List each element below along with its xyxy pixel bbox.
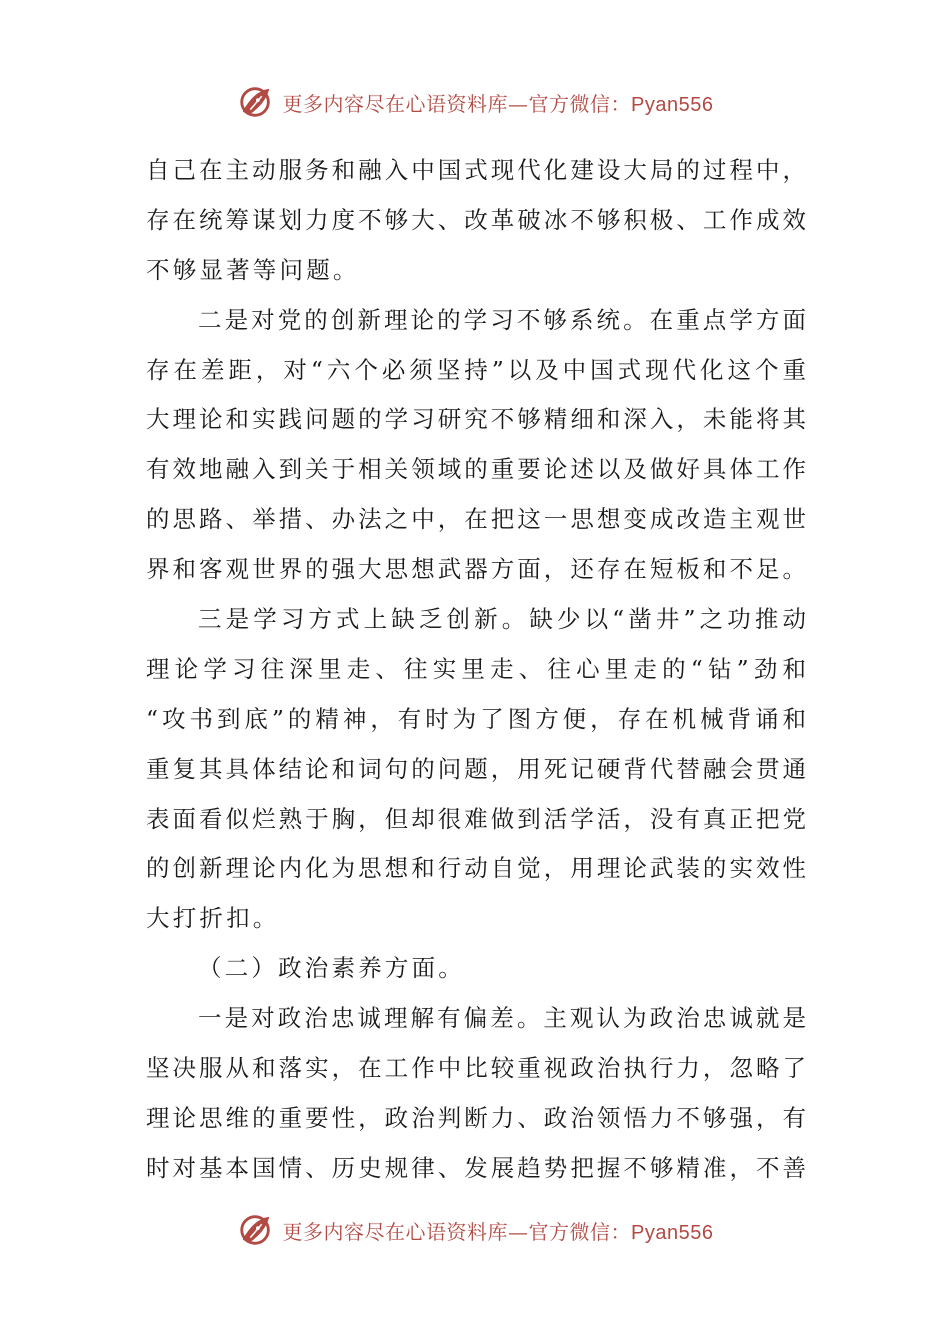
text-line: 三是学习方式上缺乏创新。缺少以“凿井”之功推动 bbox=[198, 605, 806, 634]
text-line: 二是对党的创新理论的学习不够系统。在重点学方面 bbox=[198, 305, 806, 334]
text-line: “攻书到底”的精神，有时为了图方便，存在机械背诵和 bbox=[146, 704, 806, 733]
text-line: 坚决服从和落实，在工作中比较重视政治执行力，忽略了 bbox=[146, 1054, 806, 1083]
watermark-footer bbox=[0, 1210, 950, 1250]
text-line: 存在统筹谋划力度不够大、改革破冰不够积极、工作成效 bbox=[146, 205, 806, 234]
text-line: 理论思维的重要性，政治判断力、政治领悟力不够强，有 bbox=[146, 1103, 806, 1132]
text-line: （二）政治素养方面。 bbox=[198, 954, 465, 983]
pen-nib-logo-icon bbox=[237, 83, 275, 121]
document-body bbox=[146, 146, 806, 1194]
text-line: 有效地融入到关于相关领域的重要论述以及做好具体工作 bbox=[146, 455, 806, 484]
text-line: 表面看似烂熟于胸，但却很难做到活学活，没有真正把党 bbox=[146, 804, 806, 833]
text-line: 大理论和实践问题的学习研究不够精细和深入，未能将其 bbox=[146, 405, 806, 434]
text-line: 时对基本国情、历史规律、发展趋势把握不够精准，不善 bbox=[146, 1153, 806, 1182]
text-line: 的思路、举措、办法之中，在把这一思想变成改造主观世 bbox=[146, 505, 806, 534]
watermark-text: 更多内容尽在心语资料库—官方微信：Pyan556 bbox=[282, 91, 714, 116]
text-line: 一是对政治忠诚理解有偏差。主观认为政治忠诚就是 bbox=[198, 1004, 806, 1033]
text-line: 界和客观世界的强大思想武器方面，还存在短板和不足。 bbox=[146, 555, 806, 584]
watermark-text: 更多内容尽在心语资料库—官方微信：Pyan556 bbox=[282, 1219, 714, 1244]
text-line: 理论学习往深里走、往实里走、往心里走的“钻”劲和 bbox=[146, 654, 806, 683]
watermark-header bbox=[0, 82, 950, 122]
text-line: 的创新理论内化为思想和行动自觉，用理论武装的实效性 bbox=[146, 854, 806, 883]
pen-nib-logo-icon bbox=[237, 1211, 275, 1249]
text-line: 自己在主动服务和融入中国式现代化建设大局的过程中， bbox=[146, 156, 806, 184]
text-line: 存在差距，对“六个必须坚持”以及中国式现代化这个重 bbox=[146, 355, 806, 384]
text-line: 重复其具体结论和词句的问题，用死记硬背代替融会贯通 bbox=[146, 754, 806, 783]
text-line: 大打折扣。 bbox=[146, 904, 280, 933]
text-line: 不够显著等问题。 bbox=[146, 255, 360, 284]
